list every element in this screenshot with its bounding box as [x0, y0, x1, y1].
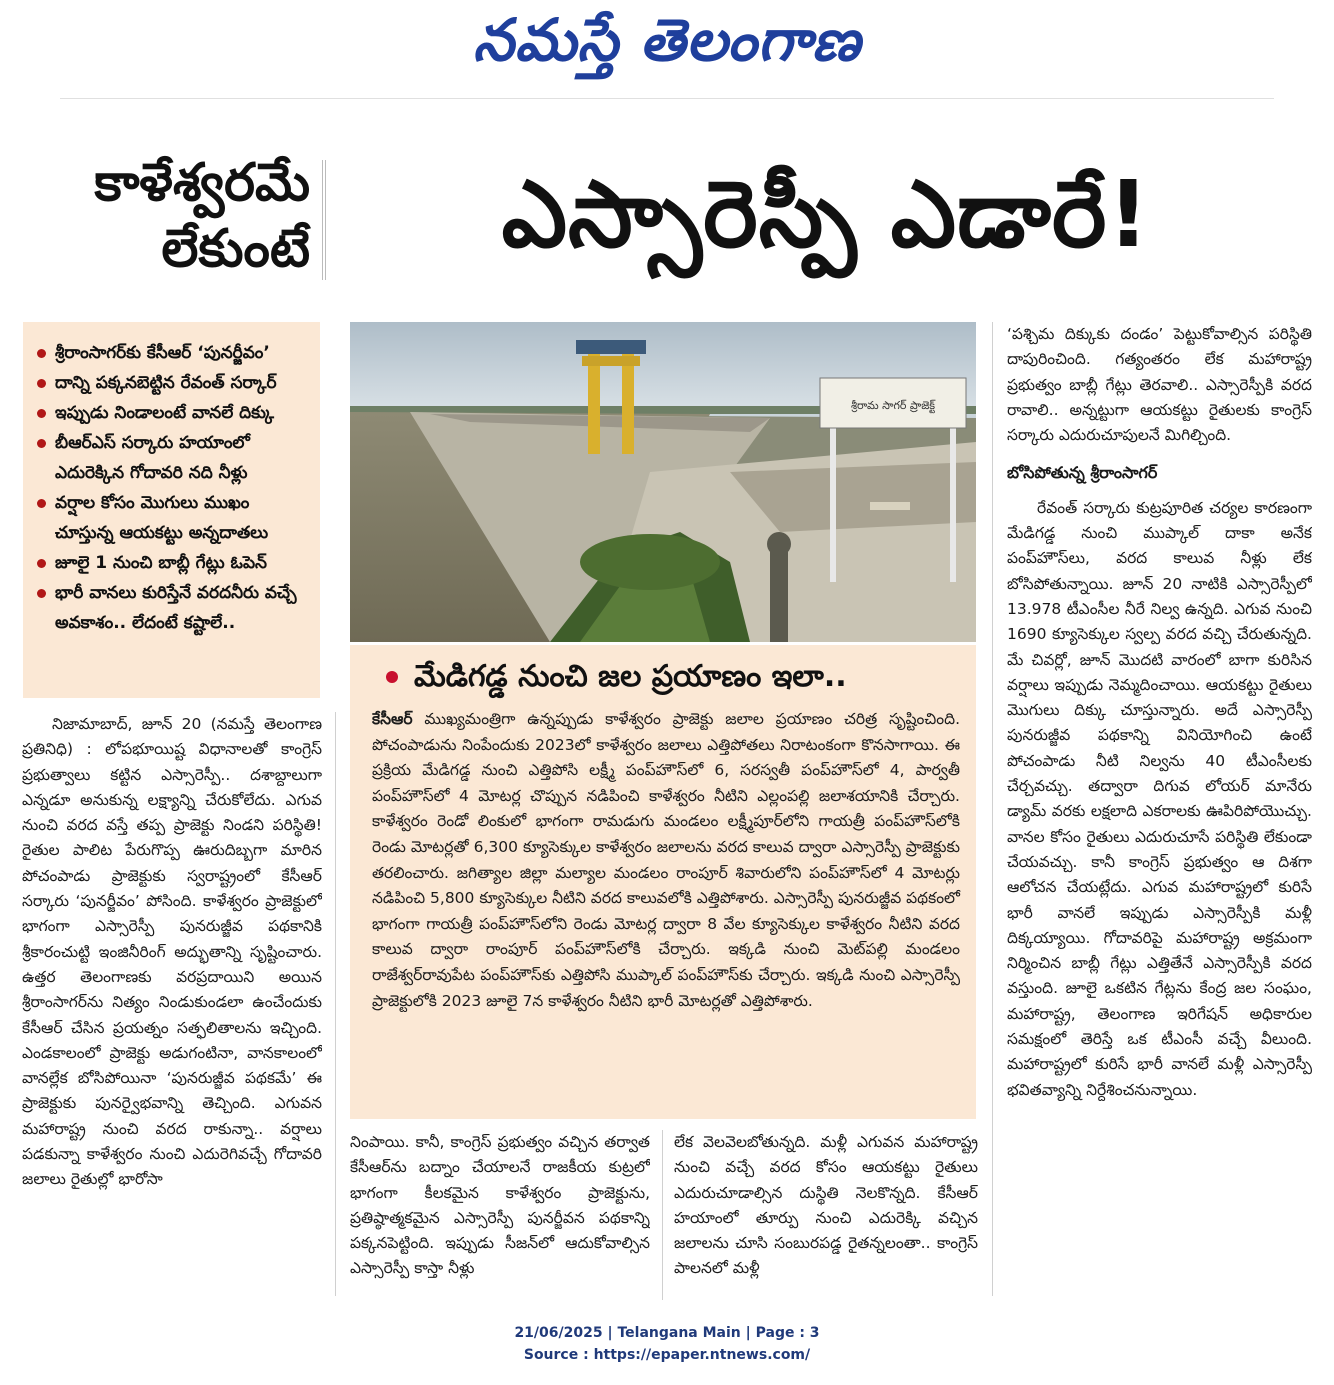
info-box [350, 645, 976, 1119]
bullet-icon [37, 379, 46, 388]
paragraph: ‘పశ్చిమ దిక్కుకు దండం’ పెట్టుకోవాల్సిన పరిస్థితి దాపురించింది. గత్యంతరం లేక మహారాష్ట్ర ప్రభుత్వం బాబ్లీ గేట్లు తెరవాలి.. ఎస్సారెస్పీకి వరద రావాలి.. అన్నట్టుగా ఆయకట్టు రైతులకు కాంగ్రెస్ సర్కారు ఎదురుచూపులనే మిగిల్చింది. [1007, 325, 1312, 445]
highlights-box [23, 322, 320, 698]
paragraph: నిజామాబాద్, జూన్ 20 (నమస్తే తెలంగాణ ప్రతినిధి) : లోపభూయిష్ట విధానాలతో కాంగ్రెస్ ప్రభుత్వాలు కట్టిన ఎస్సారెస్పీ.. దశాబ్దాలుగా ఎన్నడూ అనుకున్న లక్ష్యాన్ని చేరుకోలేదు. ఎగువ నుంచి వరద వస్తే తప్ప ప్రాజెక్టు నిండని పరిస్థితి! రైతుల పాలిట పేరుగొప్ప ఊరుదిబ్బగా మారిన పోచంపాడు ప్రాజెక్టుకు స్వరాష్ట్రంలో కేసీఆర్ సర్కారు ‘పునర్జీవం’ పోసింది. కాళేశ్వరం ప్రాజెక్టులో భాగంగా ఎస్సారెస్పీ పునరుజ్జీవ పథకానికి శ్రీకారంచుట్టి ఇంజినీరింగ్ అద్భుతాన్ని సృష్టించారు. ఉత్తర తెలంగాణకు వరప్రదాయిని అయిన శ్రీరాంసాగర్‌ను నిత్యం నిండుకుండలా ఉంచేందుకు కేసీఆర్ చేసిన ప్రయత్నం సత్ఫలితాలను ఇచ్చింది. ఎండకాలంలో ప్రాజెక్టు అడుగంటినా, వానకాలంలో వానల్లేక బోసిపోయినా ‘పునరుజ్జీవ పథకమే’ ఈ ప్రాజెక్టుకు పునర్వైభవాన్ని తెచ్చింది. ఎగువన మహారాష్ట్ర నుంచి వరద రాకున్నా.. వర్షాలు పడకున్నా కాళేశ్వరం నుంచి ఎదురెగివచ్చే గోదావరి జలాలు రైతుల్లో భారోసా [22, 715, 322, 1189]
masthead [0, 0, 1334, 100]
bullet-icon [37, 439, 46, 448]
dam-photo [350, 322, 976, 642]
column-divider [335, 712, 336, 1296]
article-column-3 [674, 1130, 978, 1300]
bullet-icon [37, 499, 46, 508]
footer-source-link[interactable]: Source : https://epaper.ntnews.com/ [523, 1347, 811, 1363]
paragraph: రేవంత్ సర్కారు కుట్రపూరిత చర్యల కారణంగా మేడిగడ్డ నుంచి ముప్కాల్ దాకా అనేక పంప్‌హౌస్‌లు, వరద కాలువ నీళ్లు లేక బోసిపోతున్నాయి. జూన్ 20 నాటికి ఎస్సారెస్పీలో 13.978 టీఎంసీల నీరే నిల్వ ఉన్నది. ఎగువ నుంచి 1690 క్యూసెక్కుల స్వల్ప వరద వచ్చి చేరుతున్నది. మే చివర్లో, జూన్ మొదటి వారంలో బాగా కురిసిన వర్షాలు ఇప్పుడు నెమ్మదించాయి. ఆయకట్టు రైతులు మొగులు దిక్కు చూస్తున్నారు. అదే ఎస్సారెస్పీ పునరుజ్జీవ పథకాన్ని వినియోగించి ఉంటే పోచంపాడు నీటి నిల్వను 40 టీఎంసీలకు చేర్చవచ్చు. తద్వారా దిగువ లోయర్ మానేరు డ్యామ్ వరకు లక్షలాది ఎకరాలకు ఊపిరిపోయొచ్చు. వానల కోసం రైతులు ఎదురుచూసే పరిస్థితి లేకుండా చేయవచ్చు. కానీ కాంగ్రెస్ ప్రభుత్వం ఆ దిశగా ఆలోచన చేయట్లేదు. ఎగువ మహారాష్ట్రలో కురిసే భారీ వానలే ఇప్పుడు ఎస్సారెస్పీకి మళ్లీ దిక్కయ్యాయి. గోదావరిపై మహారాష్ట్ర అక్రమంగా నిర్మించిన బాబ్లీ గేట్లు ఎత్తితేనే ఎస్సారెస్పీకి వరద వస్తుంది. జూలై ఒకటిన గేట్లను కేంద్ర జల సంఘం, మహారాష్ట్ర, తెలంగాణ ఇరిగేషన్ అధికారుల సమక్షంలో తెరిస్తే ఒక టీఎంసీ వచ్చే వీలుంది. మహారాష్ట్రలో కురిసే భారీ వానలే మళ్లీ ఎస్సారెస్పీ భవితవ్యాన్ని నిర్దేశించనున్నాయి. [1007, 498, 1312, 1099]
info-box-header [386, 657, 960, 697]
masthead-divider [60, 98, 1274, 99]
bullet-icon [37, 559, 46, 568]
info-box-body [372, 707, 960, 1014]
sub-heading: బోసిపోతున్న శ్రీరాంసాగర్ [1007, 463, 1158, 483]
highlight-item: దాన్ని పక్కనబెట్టిన రేవంత్ సర్కార్ [37, 368, 310, 398]
highlight-item: శ్రీరాంసాగర్‌కు కేసీఆర్ ‘పునర్జీవం’ [37, 338, 310, 368]
info-box-lead: కేసీఆర్ [372, 710, 413, 728]
highlight-item: జూలై 1 నుంచి బాబ్లీ గేట్లు ఓపెన్ [37, 548, 310, 578]
paragraph: లేక వెలవెలబోతున్నది. మళ్లీ ఎగువన మహారాష్ట్ర నుంచి వచ్చే వరద కోసం ఆయకట్టు రైతులు ఎదురుచూడాల్సిన దుస్థితి నెలకొన్నది. కేసీఆర్ హయాంలో తూర్పు నుంచి ఎదురెక్కి వచ్చిన జలాలను చూసి సంబురపడ్డ రైతన్నలంతా.. కాంగ్రెస్ పాలనలో మళ్లీ [674, 1133, 978, 1278]
paragraph: నింపాయి. కానీ, కాంగ్రెస్ ప్రభుత్వం వచ్చిన తర్వాత కేసీఆర్‌ను బద్నాం చేయాలనే రాజకీయ కుట్రలో భాగంగా కీలకమైన కాళేశ్వరం ప్రాజెక్టును, ప్రతిష్ఠాత్మకమైన ఎస్సారెస్పీ పునర్జీవన పథకాన్ని పక్కనపెట్టింది. ఇప్పుడు సీజన్‌లో ఆదుకోవాల్సిన ఎస్సారెస్పీ కాస్తా నీళ్లు [350, 1133, 650, 1278]
article-headline: ఎస్సారెస్పీ ఎడారే! [501, 161, 1151, 268]
bullet-icon [386, 671, 398, 683]
highlight-item: బీఆర్‌ఎస్ సర్కారు హయాంలో ఎదురెక్కిన గోదావరి నది నీళ్లు [37, 428, 310, 488]
bullet-icon [37, 589, 46, 598]
kicker-line-2: లేకుంటే [161, 219, 310, 279]
article-column-2 [350, 1130, 650, 1300]
newspaper-logo: నమస్తే తెలంగాణ [473, 6, 861, 74]
highlight-item: భారీ వానలు కురిస్తేనే వరదనీరు వచ్చే అవకాశం.. లేదంటే కష్టాలే.. [37, 578, 310, 638]
article-column-4 [1007, 322, 1312, 1296]
bullet-icon [37, 349, 46, 358]
footer-edition-info: 21/06/2025 | Telangana Main | Page : 3 [514, 1325, 820, 1341]
info-box-text: ముఖ్యమంత్రిగా ఉన్నప్పుడు కాళేశ్వరం ప్రాజెక్టు జలాల ప్రయాణం చరిత్ర సృష్టించింది. పోచంపాడును నింపేందుకు 2023లో కాళేశ్వరం జలాలు ఎత్తిపోతలు నిరాటంకంగా కొనసాగాయి. ఈ ప్రక్రియ మేడిగడ్డ నుంచి ఎత్తిపోసి లక్ష్మీ పంప్‌హౌస్‌లో 6, సరస్వతీ పంప్‌హౌస్‌లో 4, పార్వతీ పంప్‌హౌస్‌లో 4 మోటర్ల చొప్పున నడిపించి కాళేశ్వరం నీటిని ఎల్లంపల్లి జలాశయానికి చేర్చారు. కాళేశ్వరం రెండో లింకులో భాగంగా రామడుగు మండలం లక్ష్మీపూర్‌లోని గాయత్రీ పంప్‌హౌస్‌లోకి రెండు మోటర్లతో 6,300 క్యూసెక్కుల కాళేశ్వరం జలాలను వరద కాలువ ద్వారా ఎస్సారెస్పీ ప్రాజెక్టుకు తరలించారు. జగిత్యాల జిల్లా మల్యాల మండలం రాంపూర్ శివారులోని పంప్‌హౌస్‌లో 4 మోటర్లు నడిపించి 5,800 క్యూసెక్కుల నీటిని వరద కాలువలోకి ఎత్తిపోశారు. ఎస్సారెస్పీ పునరుజ్జీవ పథకంలో భాగంగా గాయత్రీ పంప్‌హౌస్‌లోని రెండు మోటర్ల ద్వారా 8 వేల క్యూసెక్కుల కాళేశ్వరం నీటిని వరద కాలువ ద్వారా రాంపూర్ పంప్‌హౌస్‌లోకి చేర్చారు. ఇక్కడి నుంచి మెట్‌పల్లి మండలం రాజేశ్వర్‌రావుపేట పంప్‌హౌస్‌కు ఎత్తిపోసి ముప్కాల్ పంప్‌హౌస్‌కు చేర్చారు. ఇక్కడి నుంచి ఎస్సారెస్పీ ప్రాజెక్టులోకి 2023 జూలై 7న కాళేశ్వరం నీటిని భారీ మోటర్లతో ఎత్తిపోశారు. [372, 710, 961, 1010]
article-column-1 [22, 712, 322, 1296]
highlights-list [37, 338, 310, 638]
signboard-text: శ్రీరామ సాగర్ ప్రాజెక్ట్ [850, 399, 936, 412]
highlight-item: వర్షాల కోసం మొగులు ముఖం చూస్తున్న ఆయకట్టు అన్నదాతలు [37, 488, 310, 548]
column-divider [992, 322, 993, 1296]
kicker-line-1: కాళేశ్వరమే [94, 153, 310, 213]
kicker-divider [322, 160, 326, 280]
highlight-item: ఇప్పుడు నిండాలంటే వానలే దిక్కు [37, 398, 310, 428]
bullet-icon [37, 409, 46, 418]
column-divider [662, 1130, 663, 1300]
info-box-heading: మేడిగడ్డ నుంచి జల ప్రయాణం ఇలా.. [414, 659, 847, 694]
article-kicker [20, 150, 310, 282]
